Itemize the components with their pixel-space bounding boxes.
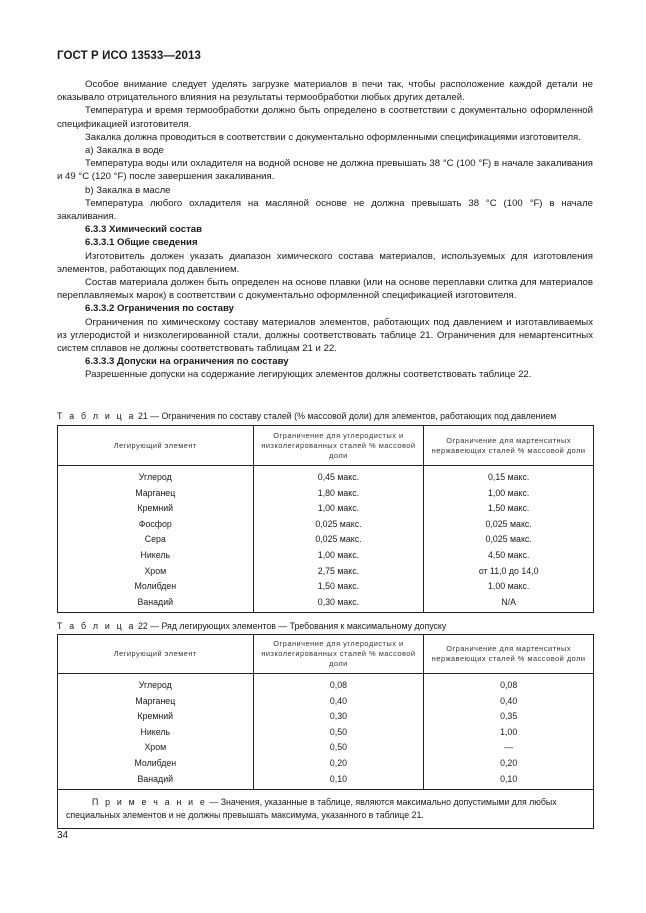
- paragraph: Разрешенные допуски на содержание легирующих элементов должны соответствовать таблице 22.: [85, 369, 532, 381]
- section-heading: 6.3.3 Химический состав: [85, 224, 203, 236]
- element-name-cell: Хром: [58, 740, 254, 756]
- table-row: [58, 532, 594, 548]
- table-row: [58, 579, 594, 595]
- element-name-cell: Кремний: [58, 709, 254, 725]
- value-cell: N/A: [424, 595, 594, 613]
- note-label: П р и м е ч а н и е: [92, 797, 208, 808]
- document-header: ГОСТ Р ИСО 13533—2013: [57, 50, 202, 62]
- value-cell: 0,40: [253, 694, 424, 710]
- table-row: [58, 740, 594, 756]
- element-name-cell: Кремний: [58, 501, 254, 517]
- table-row: [58, 709, 594, 725]
- value-cell: 0,20: [424, 756, 594, 772]
- element-name-cell: Ванадий: [58, 595, 254, 613]
- column-header: Ограничение для мартенситных нержавеющих сталей % массовой доли: [424, 635, 594, 674]
- table-row: [58, 595, 594, 613]
- value-cell: 1,00 макс.: [253, 501, 424, 517]
- column-header: Ограничение для мартенситных нержавеющих сталей % массовой доли: [424, 426, 594, 466]
- table-22: [57, 634, 594, 829]
- value-cell: 0,30: [253, 709, 424, 725]
- value-cell: 0,10: [424, 772, 594, 790]
- value-cell: 0,35: [424, 709, 594, 725]
- element-name-cell: Углерод: [58, 674, 254, 694]
- value-cell: 0,15 макс.: [424, 466, 594, 486]
- paragraph: Закалка должна проводиться в соответствии с документально оформленными спецификациями изготовителя.: [85, 131, 581, 143]
- table-caption: [57, 621, 446, 631]
- value-cell: 0,025 макс.: [253, 532, 424, 548]
- value-cell: 1,00 макс.: [253, 548, 424, 564]
- value-cell: 1,00 макс.: [424, 486, 594, 502]
- column-header: Легирующий элемент: [58, 426, 254, 466]
- table-caption-text: 21 — Ограничения по составу сталей (% массовой доли) для элементов, работающих под давлением: [135, 411, 557, 421]
- value-cell: 0,025 макс.: [424, 517, 594, 533]
- value-cell: 4,50 макс.: [424, 548, 594, 564]
- element-name-cell: Хром: [58, 564, 254, 580]
- column-header: Ограничение для углеродистых и низколегированных сталей % массовой доли: [253, 426, 424, 466]
- paragraph: Температура и время термообработки должно быть определено в соответствии с документально оформленной спецификацией изготовителя.: [57, 105, 593, 130]
- value-cell: 1,00: [424, 725, 594, 741]
- element-name-cell: Марганец: [58, 486, 254, 502]
- paragraph: Температура любого охладителя на масляной основе не должна превышать 38 °С (100 °F) в начале закаливания.: [57, 197, 593, 223]
- value-cell: 0,025 макс.: [253, 517, 424, 533]
- element-name-cell: Никель: [58, 548, 254, 564]
- element-name-cell: Молибден: [58, 756, 254, 772]
- table-label: Т а б л и ц а: [57, 621, 136, 631]
- table-row: [58, 694, 594, 710]
- table-row: [58, 725, 594, 741]
- table-caption: [57, 411, 556, 421]
- table-row: [58, 486, 594, 502]
- value-cell: —: [424, 740, 594, 756]
- paragraph: Температура воды или охладителя на водной основе не должна превышать 38 °С (100 °F) в начале закаливания и 49 °С (120 °F) после завершения закаливания.: [57, 158, 593, 183]
- body-text: [57, 78, 593, 382]
- table-body: [58, 466, 594, 613]
- element-name-cell: Марганец: [58, 694, 254, 710]
- value-cell: 0,45 макс.: [253, 466, 424, 486]
- paragraph: Изготовитель должен указать диапазон химического состава материалов, используемых для изготовления элементов, работающих под давлением.: [57, 250, 593, 275]
- value-cell: 1,50 макс.: [253, 579, 424, 595]
- table-row: [58, 501, 594, 517]
- element-name-cell: Молибден: [58, 579, 254, 595]
- paragraph: Ограничения по химическому составу материалов элементов, работающих под давлением и изготавливаемых из углеродистой и низколегированной стали, должны соответствовать таблице 21. Ограничения для немартенситных систем сплавов не должны соответствовать таблицам 21 и 22.: [57, 316, 593, 355]
- note-text: — Значения, указанные в таблице, являются максимально допустимыми для любых специальных элементов и не должны превышать максимума, указанного в таблице 21.: [66, 797, 557, 821]
- table-row: [58, 517, 594, 533]
- element-name-cell: Фосфор: [58, 517, 254, 533]
- value-cell: 0,30 макс.: [253, 595, 424, 613]
- table-row: [58, 548, 594, 564]
- table-row: [58, 772, 594, 790]
- section-heading: 6.3.3.2 Ограничения по составу: [85, 303, 234, 315]
- list-item: b) Закалка в масле: [85, 184, 171, 196]
- value-cell: 2,75 макс.: [253, 564, 424, 580]
- element-name-cell: Ванадий: [58, 772, 254, 790]
- table-row: [58, 674, 594, 694]
- value-cell: 0,10: [253, 772, 424, 790]
- column-header: Ограничение для углеродистых и низколегированных сталей % массовой доли: [253, 635, 424, 674]
- element-name-cell: Углерод: [58, 466, 254, 486]
- value-cell: 0,20: [253, 756, 424, 772]
- table-caption-text: 22 — Ряд легирующих элементов — Требования к максимальному допуску: [135, 621, 447, 631]
- element-name-cell: Никель: [58, 725, 254, 741]
- element-name-cell: Сера: [58, 532, 254, 548]
- table-row: [58, 756, 594, 772]
- value-cell: 0,025 макс.: [424, 532, 594, 548]
- value-cell: 0,08: [253, 674, 424, 694]
- table-note: [58, 790, 594, 829]
- column-header: Легирующий элемент: [58, 635, 254, 674]
- value-cell: 1,50 макс.: [424, 501, 594, 517]
- value-cell: 0,50: [253, 725, 424, 741]
- table-body: [58, 674, 594, 790]
- paragraph: Состав материала должен быть определен на основе плавки (или на основе переплавки слитка для материалов переплавляемых марок) в соответствии с документально оформленной спецификацией изготовителя.: [57, 277, 593, 302]
- list-item: a) Закалка в воде: [85, 145, 164, 157]
- paragraph: Особое внимание следует уделять загрузке материалов в печи так, чтобы расположение каждой детали не оказывало отрицательного влияния на результаты термообработки любых других деталей.: [57, 79, 593, 104]
- value-cell: 0,08: [424, 674, 594, 694]
- value-cell: 0,50: [253, 740, 424, 756]
- section-heading: 6.3.3.1 Общие сведения: [85, 237, 198, 249]
- value-cell: 1,80 макс.: [253, 486, 424, 502]
- table-row: [58, 466, 594, 486]
- table-row: [58, 564, 594, 580]
- table-21: [57, 425, 594, 613]
- section-heading: 6.3.3.3 Допуски на ограничения по составу: [85, 356, 289, 368]
- page-number: 34: [57, 830, 69, 841]
- table-label: Т а б л и ц а: [57, 411, 136, 421]
- value-cell: от 11,0 до 14,0: [424, 564, 594, 580]
- value-cell: 0,40: [424, 694, 594, 710]
- value-cell: 1,00 макс.: [424, 579, 594, 595]
